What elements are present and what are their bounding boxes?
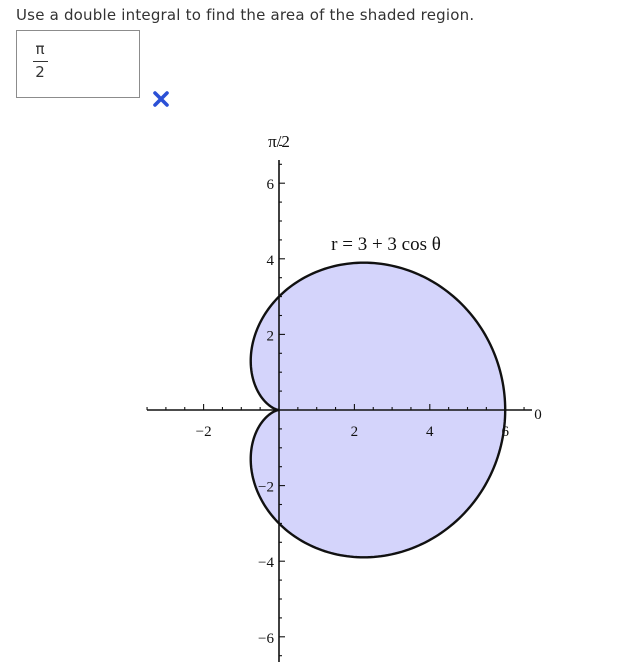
answer-denominator: 2 <box>35 63 45 81</box>
angle-label-zero: 0 <box>534 407 542 423</box>
y-tick-label: 2 <box>266 328 274 345</box>
equation-label: r = 3 + 3 cos θ <box>331 234 441 255</box>
answer-numerator: π <box>35 40 45 58</box>
y-tick-label: 4 <box>266 252 274 269</box>
y-tick-label: 6 <box>266 177 274 194</box>
x-tick-label: 6 <box>501 424 509 440</box>
angle-label-pi-over-2: π/2 <box>268 132 290 151</box>
y-tick-label: −2 <box>258 479 274 496</box>
x-tick-label: 2 <box>350 424 359 440</box>
question-text: Use a double integral to find the area of the shaded region. <box>16 6 475 24</box>
x-tick-label: −2 <box>195 424 212 440</box>
y-tick-label: −6 <box>258 630 274 647</box>
x-tick-label: 4 <box>426 424 434 440</box>
y-tick-label: −4 <box>258 555 274 572</box>
